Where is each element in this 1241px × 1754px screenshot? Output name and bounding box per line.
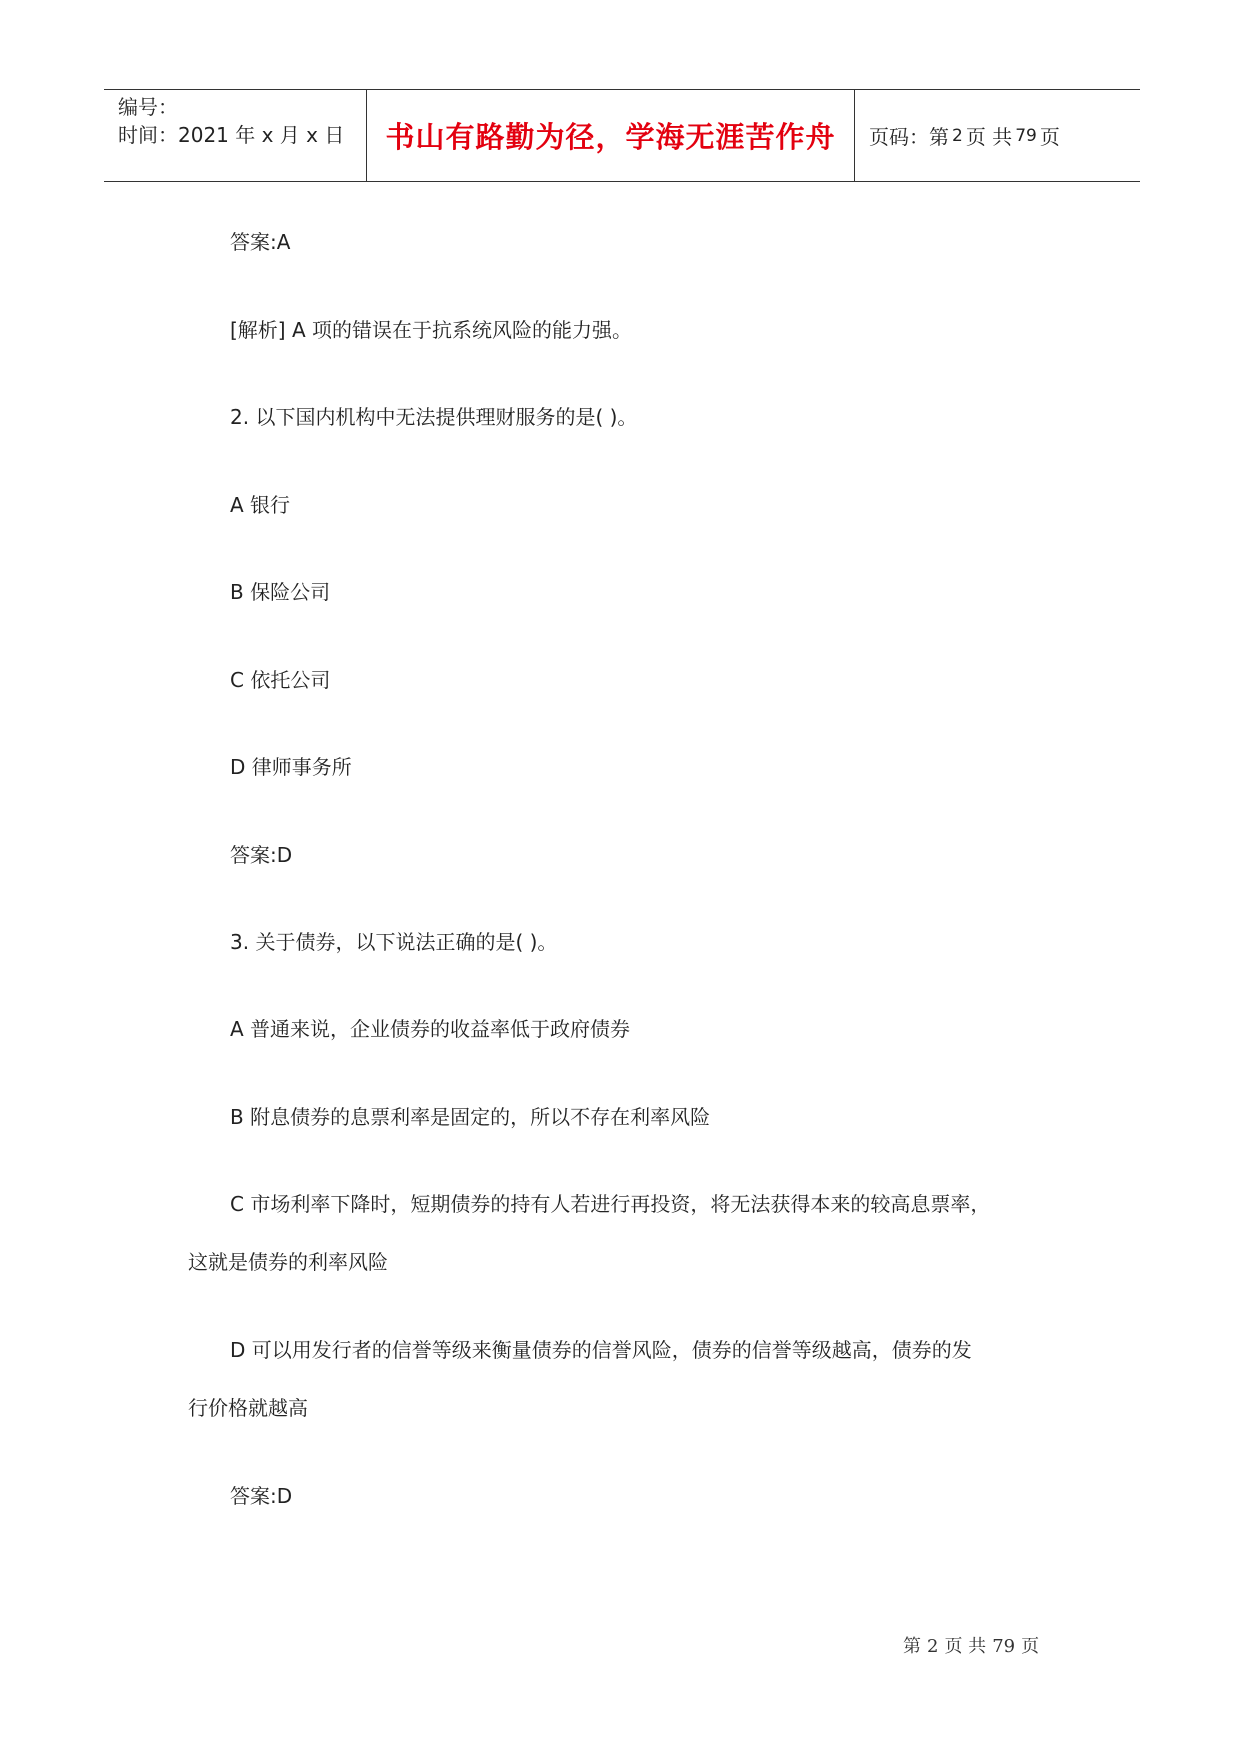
footer-prefix: 第 — [903, 1636, 921, 1657]
q3-option-d-cont: 行价格就越高 — [188, 1396, 308, 1420]
page-suffix: 页 — [1039, 125, 1060, 149]
page-prefix: 页码：第 — [869, 125, 949, 149]
footer-mid: 页 共 — [944, 1636, 987, 1657]
page-current: 2 — [952, 125, 963, 146]
explanation-1: [解析] A 项的错误在于抗系统风险的能力强。 — [230, 318, 633, 342]
footer-current: 2 — [927, 1636, 939, 1657]
q3-option-d: D 可以用发行者的信誉等级来衡量债券的信誉风险，债券的信誉等级越高，债券的发 — [230, 1338, 972, 1362]
page-header — [104, 89, 1140, 182]
question-2: 2. 以下国内机构中无法提供理财服务的是( )。 — [230, 405, 638, 429]
number-label: 编号： — [118, 95, 178, 119]
time-label: 时间：2021 年 x 月 x 日 — [118, 123, 345, 147]
q3-option-a: A 普通来说，企业债券的收益率低于政府债券 — [230, 1017, 631, 1041]
q3-option-c-cont: 这就是债券的利率风险 — [188, 1250, 388, 1274]
page-total: 79 — [1015, 125, 1037, 146]
q2-option-c: C 依托公司 — [230, 668, 331, 692]
q3-option-c: C 市场利率下降时，短期债券的持有人若进行再投资，将无法获得本来的较高息票率， — [230, 1192, 991, 1216]
header-page-info — [855, 90, 1140, 181]
q2-option-b: B 保险公司 — [230, 580, 331, 604]
question-3: 3. 关于债券，以下说法正确的是( )。 — [230, 930, 558, 954]
footer-suffix: 页 — [1021, 1636, 1040, 1657]
header-motto: 书山有路勤为径，学海无涯苦作舟 — [367, 90, 855, 181]
q3-option-b: B 附息债券的息票利率是固定的，所以不存在利率风险 — [230, 1105, 711, 1129]
header-meta — [104, 90, 367, 181]
page-footer — [900, 1632, 1042, 1658]
answer-3: 答案:D — [230, 1484, 293, 1508]
answer-1: 答案:A — [230, 230, 291, 254]
answer-2: 答案:D — [230, 843, 293, 867]
page-mid: 页 共 — [965, 125, 1013, 149]
q2-option-d: D 律师事务所 — [230, 755, 352, 779]
q2-option-a: A 银行 — [230, 493, 291, 517]
footer-total: 79 — [992, 1636, 1016, 1657]
